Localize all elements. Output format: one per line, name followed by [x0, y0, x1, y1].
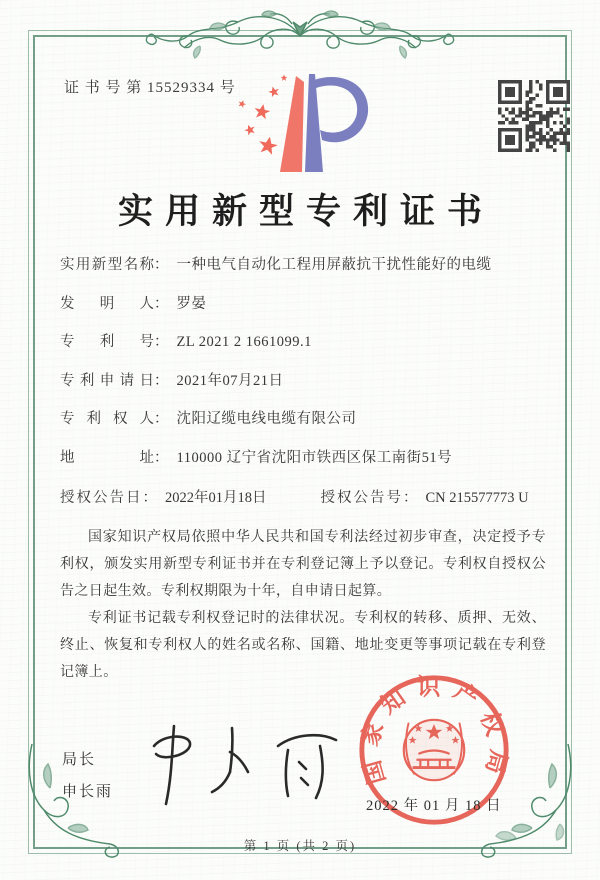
seal-text: 国家知识产权局: [356, 674, 512, 787]
field-label: 专利权人: [60, 411, 154, 427]
field-row-patent-no: [60, 332, 548, 353]
field-colon: ：: [154, 257, 169, 273]
legal-paragraph-2: 专利证书记载专利权登记时的法律状况。专利权的转移、质押、无效、终止、恢复和专利权人的姓名或名称、国籍、地址变更等事项记载在专利登记簿上。: [60, 611, 546, 681]
field-value: 罗晏: [176, 295, 207, 312]
grant-no-pair: [321, 488, 529, 509]
field-value: 一种电气自动化工程用屏蔽抗干扰性能好的电缆: [176, 257, 492, 273]
field-colon: ：: [154, 372, 169, 389]
field-label: 发明人: [60, 295, 154, 312]
field-label: 专利申请日: [60, 372, 154, 389]
field-value: 沈阳辽缆电线电缆有限公司: [176, 411, 357, 427]
field-value: ZL 2021 2 1661099.1: [176, 334, 312, 350]
field-colon: ：: [142, 489, 157, 506]
field-label: 专利号: [60, 334, 154, 350]
grant-no-value: CN 215577773 U: [425, 489, 529, 506]
field-value: 2021年07月21日: [176, 372, 284, 389]
seal-date: 2022 年 01 月 18 日: [366, 798, 502, 814]
floral-ornament-top-icon: [140, 2, 460, 64]
signer-title: 局长: [62, 752, 97, 768]
field-value: 110000 辽宁省沈阳市铁西区保工南街51号: [176, 449, 453, 466]
field-colon: ：: [154, 334, 169, 350]
field-colon: ：: [154, 411, 169, 427]
cnipa-logo-icon: [228, 68, 378, 180]
field-label: 实用新型名称: [60, 257, 154, 273]
field-row-name: [60, 255, 548, 276]
legal-text: [60, 524, 546, 686]
field-row-filing-date: [60, 371, 548, 392]
signer-block: [62, 744, 113, 808]
grant-row: [60, 488, 548, 509]
field-label: 地址: [60, 449, 154, 466]
certificate-number: 证 书 号 第 15529334 号: [64, 80, 236, 96]
field-row-inventor: [60, 294, 548, 315]
signer-name: 申长雨: [62, 784, 114, 800]
field-row-patentee: [60, 409, 548, 430]
grant-no-label: 授权公告号: [320, 489, 403, 506]
legal-paragraph-1: 国家知识产权局依照中华人民共和国专利法经过初步审查，决定授予专利权，颁发实用新型专利证书并在专利登记簿上予以登记。专利权自授权公告之日起生效。专利权期限为十年，自申请日起算。: [60, 530, 546, 600]
certificate-title: 实用新型专利证书: [117, 192, 494, 231]
field-colon: ：: [154, 449, 169, 466]
grant-date-value: 2022年01月18日: [165, 489, 267, 506]
national-emblem-icon: [404, 720, 464, 780]
grant-date-label: 授权公告日: [60, 489, 143, 506]
field-row-address: [60, 448, 548, 469]
grant-date-pair: [60, 488, 267, 509]
signature-icon: [128, 716, 358, 816]
page-footer: 第 1 页 (共 2 页): [243, 839, 357, 853]
qr-code-icon: [498, 80, 570, 152]
field-colon: ：: [154, 295, 169, 312]
field-colon: ：: [403, 489, 418, 506]
field-list: [60, 255, 548, 509]
